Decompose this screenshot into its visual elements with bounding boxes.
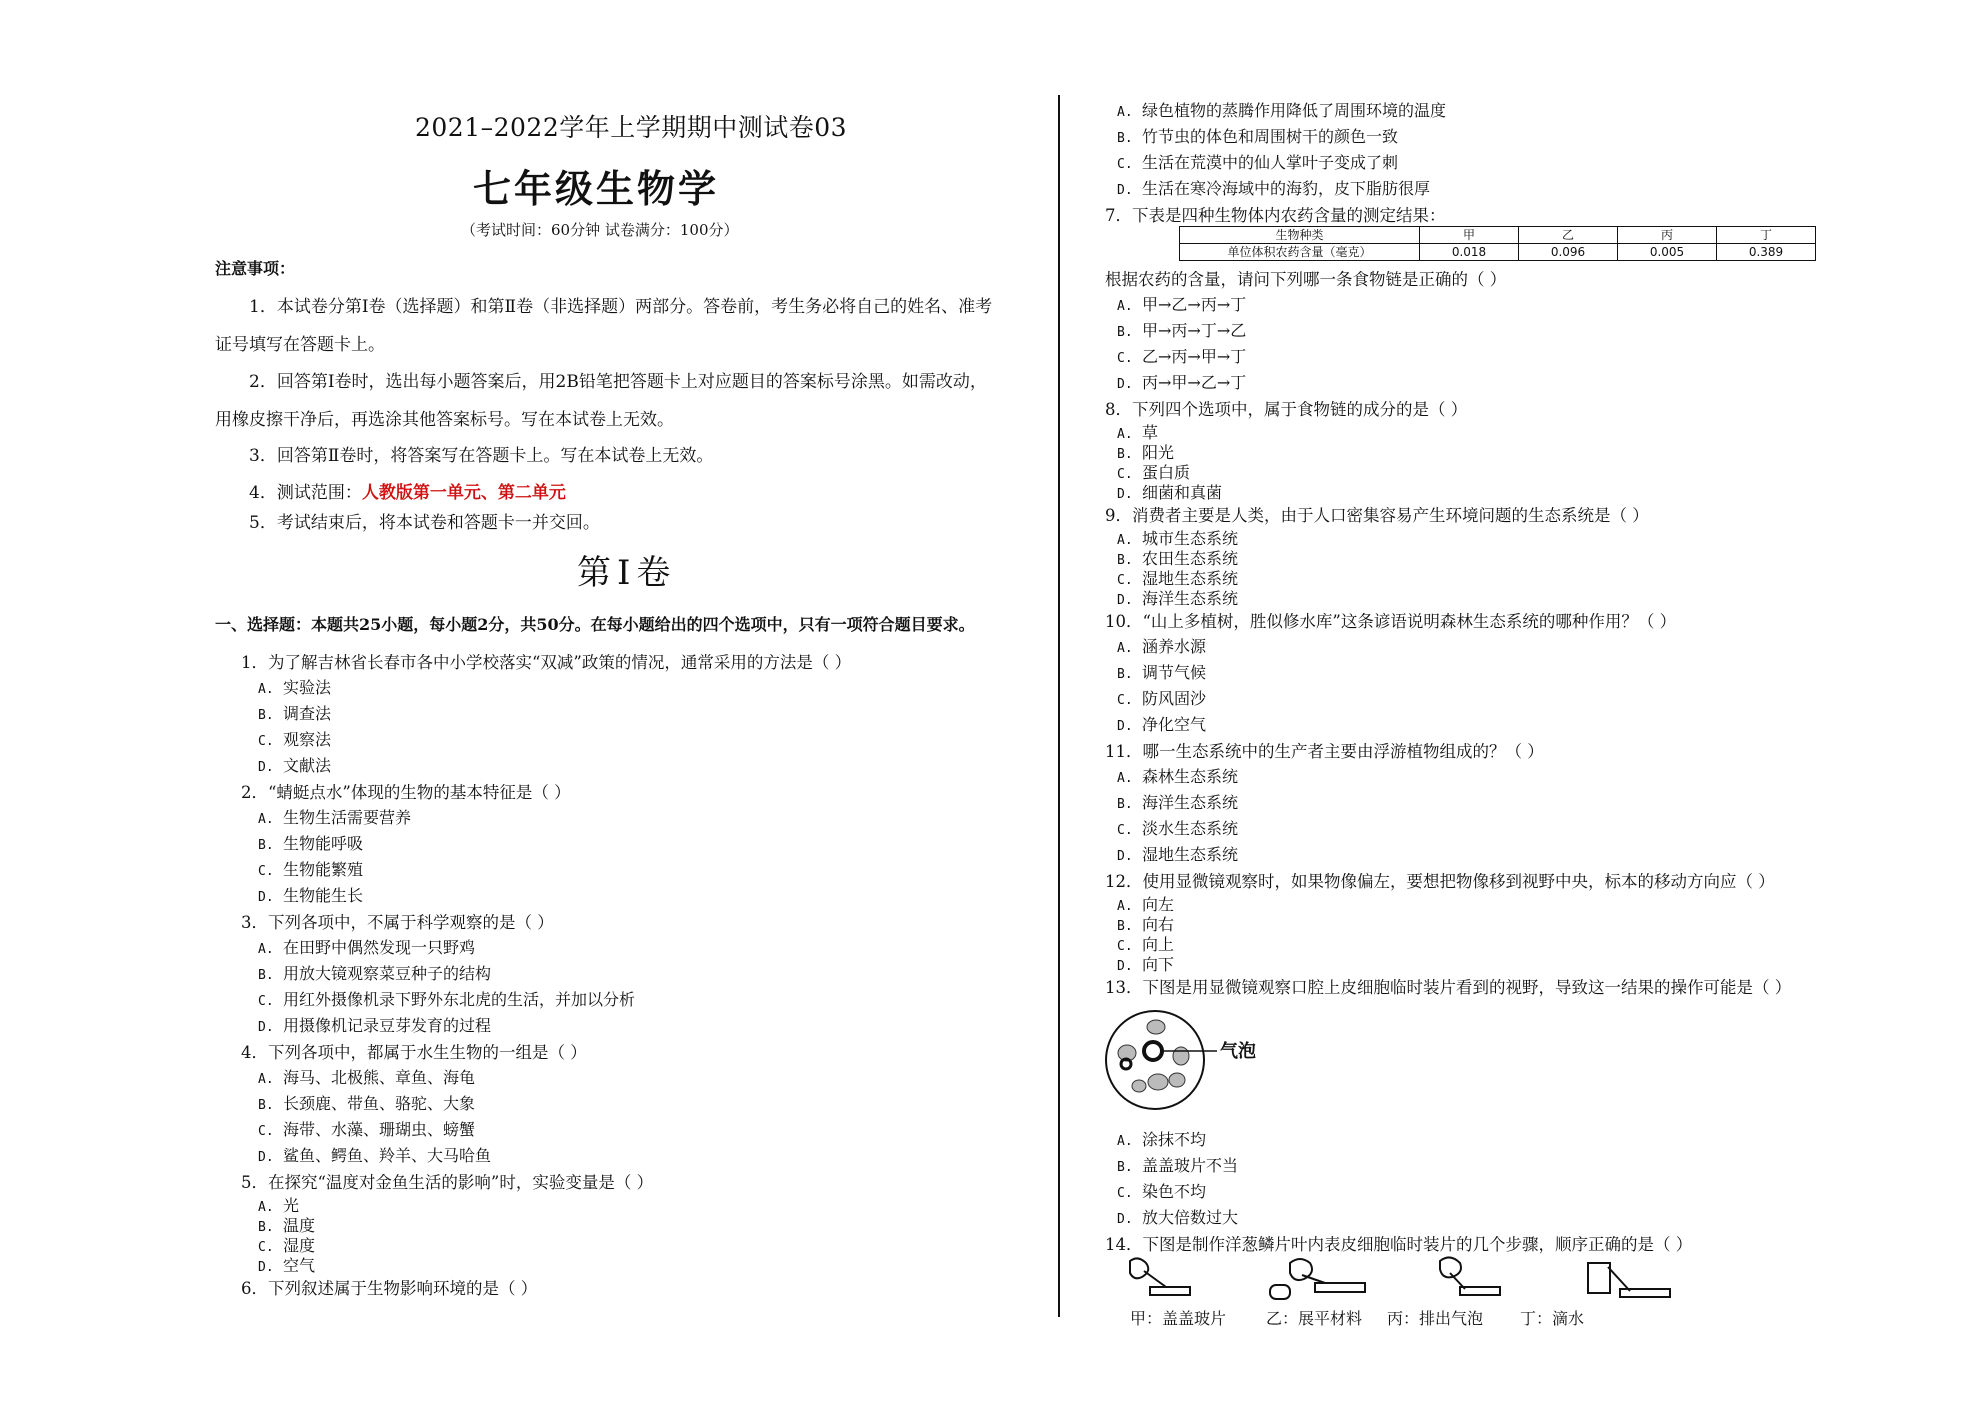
q13-option-b: B. 盖盖玻片不当	[1117, 1156, 1239, 1175]
exam-info: （考试时间：60分钟 试卷满分：100分）	[461, 221, 739, 239]
exam-title: 2021–2022学年上学期期中测试卷03	[415, 113, 848, 142]
table-row	[1180, 244, 1816, 261]
q1-option-c: C. 观察法	[258, 730, 332, 749]
notice-item-2: 2．回答第Ⅰ卷时，选出每小题答案后，用2B铅笔把答题卡上对应题目的答案标号涂黑。如需改动，	[249, 372, 987, 392]
question-9: 9．消费者主要是人类，由于人口密集容易产生环境问题的生态系统是（ ）	[1105, 506, 1649, 525]
q3-option-a: A. 在田野中偶然发现一只野鸡	[258, 938, 476, 957]
question-5: 5．在探究“温度对金鱼生活的影响”时，实验变量是（ ）	[241, 1173, 654, 1192]
q5-option-d: D. 空气	[258, 1256, 316, 1275]
table-cell: 单位体积农药含量（毫克）	[1180, 244, 1420, 261]
q10-option-a: A. 涵养水源	[1117, 637, 1207, 656]
table-cell: 0.018	[1420, 244, 1519, 261]
notice-item-4	[249, 478, 566, 503]
column-divider	[1058, 95, 1060, 1317]
question-14: 14．下图是制作洋葱鳞片叶内表皮细胞临时装片的几个步骤，顺序正确的是（ ）	[1105, 1235, 1693, 1254]
q12-option-d: D. 向下	[1117, 955, 1175, 974]
q10-option-d: D. 净化空气	[1117, 715, 1207, 734]
q8-option-c: C. 蛋白质	[1117, 463, 1191, 482]
q13-option-d: D. 放大倍数过大	[1117, 1208, 1239, 1227]
q8-option-a: A. 草	[1117, 423, 1159, 442]
q5-option-c: C. 湿度	[258, 1236, 316, 1255]
q4-option-a: A. 海马、北极熊、章鱼、海龟	[258, 1068, 476, 1087]
question-10: 10．“山上多植树，胜似修水库”这条谚语说明森林生态系统的哪种作用？（ ）	[1105, 612, 1677, 631]
q12-option-c: C. 向上	[1117, 935, 1175, 954]
table-cell: 生物种类	[1180, 227, 1420, 244]
question-3: 3．下列各项中，不属于科学观察的是（ ）	[241, 913, 554, 932]
q3-option-c: C. 用红外摄像机录下野外东北虎的生活，并加以分析	[258, 990, 636, 1009]
q6-option-d: D. 生活在寒冷海域中的海豹，皮下脂肪很厚	[1117, 179, 1431, 198]
q6-option-c: C. 生活在荒漠中的仙人掌叶子变成了刺	[1117, 153, 1399, 172]
q9-option-b: B. 农田生态系统	[1117, 549, 1239, 568]
notice-item-1-cont: 证号填写在答题卡上。	[215, 335, 385, 355]
q7-option-c: C. 乙→丙→甲→丁	[1117, 347, 1247, 366]
q2-option-c: C. 生物能繁殖	[258, 860, 364, 879]
step-label-bing: 丙：排出气泡	[1387, 1309, 1484, 1328]
q9-option-a: A. 城市生态系统	[1117, 529, 1239, 548]
q7-option-d: D. 丙→甲→乙→丁	[1117, 373, 1247, 392]
test-range: 人教版第一单元、第二单元	[361, 483, 566, 503]
notice-item-5: 5．考试结束后，将本试卷和答题卡一并交回。	[249, 513, 600, 533]
q3-option-d: D. 用摄像机记录豆芽发育的过程	[258, 1016, 492, 1035]
subject-title: 七年级生物学	[473, 166, 720, 211]
question-6: 6．下列叙述属于生物影响环境的是（ ）	[241, 1279, 538, 1298]
q6-option-a: A. 绿色植物的蒸腾作用降低了周围环境的温度	[1117, 101, 1447, 120]
q4-option-b: B. 长颈鹿、带鱼、骆驼、大象	[258, 1094, 476, 1113]
table-cell: 0.096	[1519, 244, 1618, 261]
q4-option-c: C. 海带、水藻、珊瑚虫、螃蟹	[258, 1120, 476, 1139]
table-cell: 0.005	[1618, 244, 1717, 261]
volume-title: 第Ⅰ卷	[577, 553, 677, 593]
table-cell: 乙	[1519, 227, 1618, 244]
q11-option-b: B. 海洋生态系统	[1117, 793, 1239, 812]
notice-item-1: 1．本试卷分第Ⅰ卷（选择题）和第Ⅱ卷（非选择题）两部分。答卷前，考生务必将自己的姓名、准考	[249, 297, 993, 317]
q9-option-c: C. 湿地生态系统	[1117, 569, 1239, 588]
q1-option-b: B. 调查法	[258, 704, 332, 723]
q5-option-a: A. 光	[258, 1196, 300, 1215]
question-11: 11．哪一生态系统中的生产者主要由浮游植物组成的？（ ）	[1105, 742, 1544, 761]
q5-option-b: B. 温度	[258, 1216, 316, 1235]
bubble-label: 气泡	[1220, 1041, 1256, 1062]
slide-steps-figure	[1120, 1253, 1680, 1307]
section-heading: 一、选择题：本题共25小题，每小题2分，共50分。在每小题给出的四个选项中，只有一项符合题目要求。	[215, 615, 975, 634]
q8-option-d: D. 细菌和真菌	[1117, 483, 1223, 502]
q12-option-a: A. 向左	[1117, 895, 1175, 914]
pesticide-table	[1179, 226, 1816, 261]
step-label-yi: 乙：展平材料	[1266, 1309, 1363, 1328]
question-7: 7．下表是四种生物体内农药含量的测定结果：	[1105, 206, 1446, 225]
q1-option-d: D. 文献法	[258, 756, 332, 775]
q13-option-c: C. 染色不均	[1117, 1182, 1207, 1201]
table-cell: 丙	[1618, 227, 1717, 244]
q11-option-a: A. 森林生态系统	[1117, 767, 1239, 786]
q6-option-b: B. 竹节虫的体色和周围树干的颜色一致	[1117, 127, 1399, 146]
q2-option-a: A. 生物生活需要营养	[258, 808, 412, 827]
microscope-field-figure	[1103, 1006, 1293, 1118]
step-label-jia: 甲：盖盖玻片	[1130, 1309, 1227, 1328]
q10-option-b: B. 调节气候	[1117, 663, 1207, 682]
notice-item-3: 3．回答第Ⅱ卷时，将答案写在答题卡上。写在本试卷上无效。	[249, 446, 714, 466]
table-row	[1180, 227, 1816, 244]
question-1: 1．为了解吉林省长春市各中小学校落实“双减”政策的情况，通常采用的方法是（ ）	[241, 653, 852, 672]
q11-option-d: D. 湿地生态系统	[1117, 845, 1239, 864]
question-4: 4．下列各项中，都属于水生生物的一组是（ ）	[241, 1043, 587, 1062]
question-8: 8．下列四个选项中，属于食物链的成分的是（ ）	[1105, 400, 1468, 419]
notice-item-2-cont: 用橡皮擦干净后，再选涂其他答案标号。写在本试卷上无效。	[215, 410, 674, 430]
table-cell: 甲	[1420, 227, 1519, 244]
step-label-ding: 丁：滴水	[1520, 1309, 1585, 1328]
q12-option-b: B. 向右	[1117, 915, 1175, 934]
q4-option-d: D. 鲨鱼、鳄鱼、羚羊、大马哈鱼	[258, 1146, 492, 1165]
q10-option-c: C. 防风固沙	[1117, 689, 1207, 708]
q2-option-d: D. 生物能生长	[258, 886, 364, 905]
notice-heading: 注意事项：	[215, 259, 296, 278]
question-7-followup: 根据农药的含量，请问下列哪一条食物链是正确的（ ）	[1105, 270, 1507, 289]
q7-option-b: B. 甲→丙→丁→乙	[1117, 321, 1247, 340]
slide-steps-illustration	[1120, 1253, 1680, 1303]
notice-item-4-prefix: 4．测试范围：	[249, 483, 362, 503]
table-cell: 丁	[1717, 227, 1816, 244]
q7-option-a: A. 甲→乙→丙→丁	[1117, 295, 1247, 314]
q3-option-b: B. 用放大镜观察菜豆种子的结构	[258, 964, 492, 983]
q13-option-a: A. 涂抹不均	[1117, 1130, 1207, 1149]
question-12: 12．使用显微镜观察时，如果物像偏左，要想把物像移到视野中央，标本的移动方向应（ ）	[1105, 872, 1775, 891]
q11-option-c: C. 淡水生态系统	[1117, 819, 1239, 838]
table-cell: 0.389	[1717, 244, 1816, 261]
question-13: 13．下图是用显微镜观察口腔上皮细胞临时装片看到的视野，导致这一结果的操作可能是（ ）	[1105, 978, 1792, 997]
question-2: 2．“蜻蜓点水”体现的生物的基本特征是（ ）	[241, 783, 571, 802]
q2-option-b: B. 生物能呼吸	[258, 834, 364, 853]
q8-option-b: B. 阳光	[1117, 443, 1175, 462]
q9-option-d: D. 海洋生态系统	[1117, 589, 1239, 608]
q1-option-a: A. 实验法	[258, 678, 332, 697]
microscope-view-illustration	[1103, 1006, 1293, 1114]
